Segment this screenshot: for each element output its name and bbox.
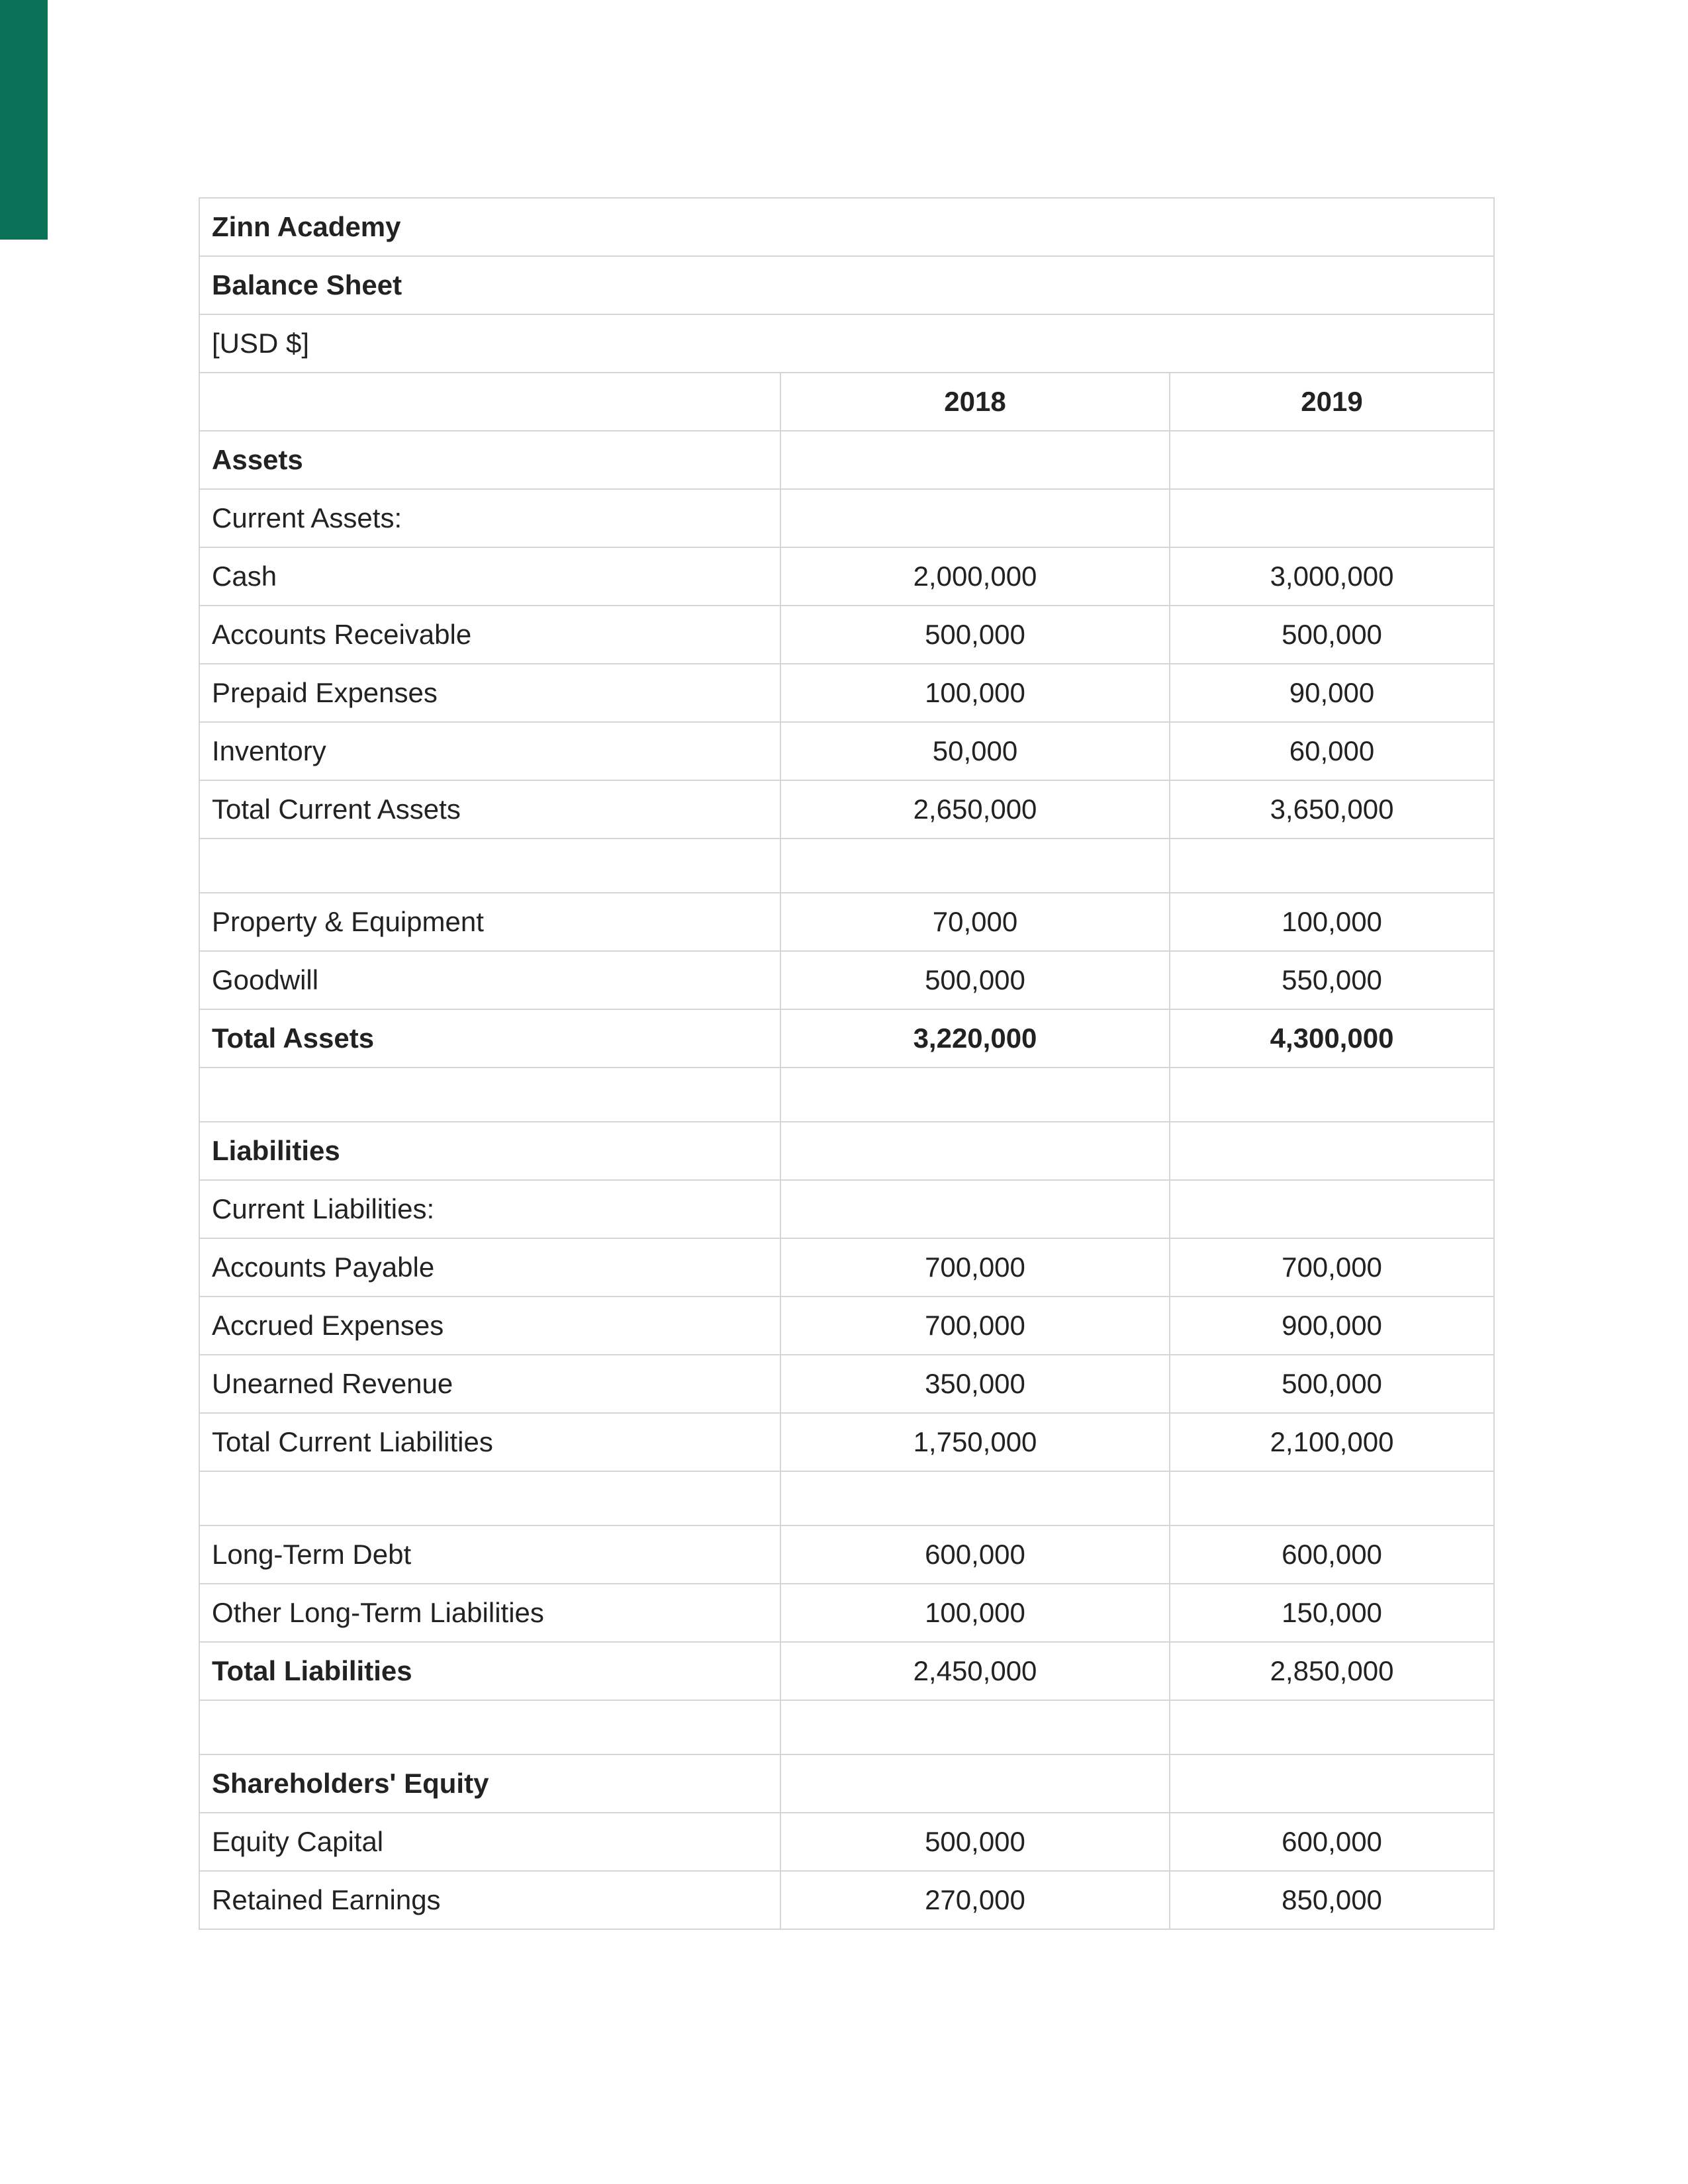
row-label: Retained Earnings	[199, 1871, 780, 1929]
empty-cell	[780, 1122, 1170, 1180]
section-heading-row	[199, 1122, 1494, 1180]
company-name: Zinn Academy	[199, 198, 1494, 256]
table-row	[199, 547, 1494, 606]
total-row	[199, 1009, 1494, 1068]
empty-cell	[780, 1754, 1170, 1813]
row-label: Total Current Liabilities	[199, 1413, 780, 1471]
balance-sheet-table	[199, 197, 1495, 1930]
empty-cell	[1170, 1754, 1494, 1813]
currency-label: [USD $]	[199, 314, 1494, 373]
column-header-2018: 2018	[780, 373, 1170, 431]
accent-bar	[0, 0, 48, 240]
value-2018: 270,000	[780, 1871, 1170, 1929]
empty-cell	[780, 431, 1170, 489]
value-2018: 100,000	[780, 1584, 1170, 1642]
total-row	[199, 1642, 1494, 1700]
value-2019: 600,000	[1170, 1813, 1494, 1871]
section-heading-row	[199, 1754, 1494, 1813]
empty-cell	[780, 1471, 1170, 1525]
value-2019: 900,000	[1170, 1297, 1494, 1355]
assets-heading: Assets	[199, 431, 780, 489]
value-2019: 2,100,000	[1170, 1413, 1494, 1471]
subheading-row	[199, 1180, 1494, 1238]
value-2018: 700,000	[780, 1297, 1170, 1355]
total-liabilities-label: Total Liabilities	[199, 1642, 780, 1700]
empty-cell	[199, 839, 780, 893]
total-assets-2019: 4,300,000	[1170, 1009, 1494, 1068]
currency-row	[199, 314, 1494, 373]
value-2019: 550,000	[1170, 951, 1494, 1009]
empty-cell	[780, 1700, 1170, 1754]
spacer-row	[199, 1700, 1494, 1754]
value-2018: 500,000	[780, 606, 1170, 664]
value-2018: 700,000	[780, 1238, 1170, 1297]
row-label: Long-Term Debt	[199, 1525, 780, 1584]
table-row	[199, 780, 1494, 839]
empty-cell	[1170, 1471, 1494, 1525]
table-row	[199, 722, 1494, 780]
value-2018: 350,000	[780, 1355, 1170, 1413]
total-liabilities-2019: 2,850,000	[1170, 1642, 1494, 1700]
company-row	[199, 198, 1494, 256]
empty-cell	[1170, 1700, 1494, 1754]
table-row	[199, 893, 1494, 951]
empty-cell	[780, 1180, 1170, 1238]
value-2019: 150,000	[1170, 1584, 1494, 1642]
column-header-2019: 2019	[1170, 373, 1494, 431]
table-row	[199, 1355, 1494, 1413]
total-assets-label: Total Assets	[199, 1009, 780, 1068]
value-2019: 90,000	[1170, 664, 1494, 722]
empty-cell	[199, 1471, 780, 1525]
year-header-blank	[199, 373, 780, 431]
empty-cell	[1170, 1180, 1494, 1238]
row-label: Total Current Assets	[199, 780, 780, 839]
table-row	[199, 1584, 1494, 1642]
empty-cell	[1170, 1122, 1494, 1180]
empty-cell	[1170, 489, 1494, 547]
empty-cell	[1170, 431, 1494, 489]
value-2018: 2,000,000	[780, 547, 1170, 606]
value-2018: 500,000	[780, 951, 1170, 1009]
empty-cell	[780, 489, 1170, 547]
value-2019: 850,000	[1170, 1871, 1494, 1929]
statement-title: Balance Sheet	[199, 256, 1494, 314]
table-row	[199, 1413, 1494, 1471]
table-row	[199, 1238, 1494, 1297]
value-2018: 50,000	[780, 722, 1170, 780]
row-label: Unearned Revenue	[199, 1355, 780, 1413]
value-2018: 1,750,000	[780, 1413, 1170, 1471]
year-header-row	[199, 373, 1494, 431]
table-row	[199, 951, 1494, 1009]
value-2019: 3,650,000	[1170, 780, 1494, 839]
value-2019: 3,000,000	[1170, 547, 1494, 606]
row-label: Prepaid Expenses	[199, 664, 780, 722]
row-label: Accrued Expenses	[199, 1297, 780, 1355]
value-2019: 500,000	[1170, 1355, 1494, 1413]
empty-cell	[780, 1068, 1170, 1122]
value-2018: 500,000	[780, 1813, 1170, 1871]
equity-heading: Shareholders' Equity	[199, 1754, 780, 1813]
row-label: Accounts Receivable	[199, 606, 780, 664]
row-label: Inventory	[199, 722, 780, 780]
value-2019: 100,000	[1170, 893, 1494, 951]
table-row	[199, 1813, 1494, 1871]
table-row	[199, 1297, 1494, 1355]
spacer-row	[199, 839, 1494, 893]
empty-cell	[1170, 1068, 1494, 1122]
row-label: Goodwill	[199, 951, 780, 1009]
row-label: Property & Equipment	[199, 893, 780, 951]
value-2019: 500,000	[1170, 606, 1494, 664]
total-liabilities-2018: 2,450,000	[780, 1642, 1170, 1700]
empty-cell	[1170, 839, 1494, 893]
empty-cell	[780, 839, 1170, 893]
value-2019: 600,000	[1170, 1525, 1494, 1584]
spacer-row	[199, 1471, 1494, 1525]
statement-row	[199, 256, 1494, 314]
current-assets-heading: Current Assets:	[199, 489, 780, 547]
value-2018: 100,000	[780, 664, 1170, 722]
row-label: Accounts Payable	[199, 1238, 780, 1297]
value-2018: 600,000	[780, 1525, 1170, 1584]
table-row	[199, 606, 1494, 664]
subheading-row	[199, 489, 1494, 547]
liabilities-heading: Liabilities	[199, 1122, 780, 1180]
value-2018: 70,000	[780, 893, 1170, 951]
value-2019: 60,000	[1170, 722, 1494, 780]
row-label: Cash	[199, 547, 780, 606]
current-liabilities-heading: Current Liabilities:	[199, 1180, 780, 1238]
table-row	[199, 664, 1494, 722]
row-label: Equity Capital	[199, 1813, 780, 1871]
row-label: Other Long-Term Liabilities	[199, 1584, 780, 1642]
total-assets-2018: 3,220,000	[780, 1009, 1170, 1068]
value-2019: 700,000	[1170, 1238, 1494, 1297]
table-row	[199, 1871, 1494, 1929]
section-heading-row	[199, 431, 1494, 489]
value-2018: 2,650,000	[780, 780, 1170, 839]
spacer-row	[199, 1068, 1494, 1122]
table-row	[199, 1525, 1494, 1584]
empty-cell	[199, 1700, 780, 1754]
empty-cell	[199, 1068, 780, 1122]
